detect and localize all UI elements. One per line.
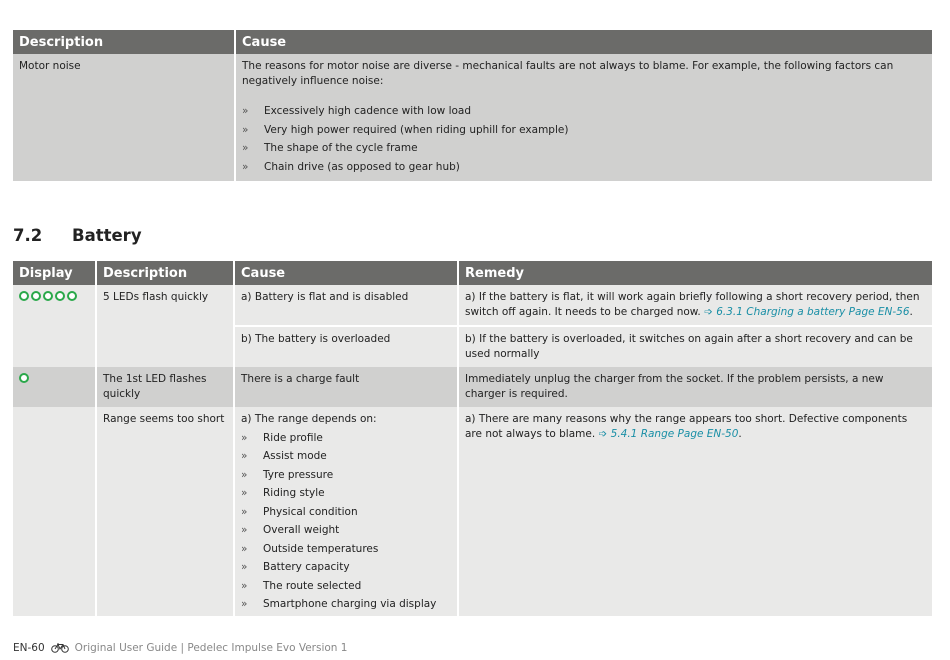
five-led-icons — [19, 291, 89, 301]
list-item: » Chain drive (as opposed to gear hub) — [242, 160, 926, 175]
display-cell — [13, 285, 96, 367]
list-item: » Battery capacity — [241, 560, 451, 575]
list-item: » The route selected — [241, 579, 451, 594]
cause-intro: a) The range depends on: — [241, 413, 377, 425]
section-heading — [13, 226, 142, 245]
list-item: » Tyre pressure — [241, 468, 451, 483]
description-cell: The 1st LED flashes quickly — [96, 367, 234, 407]
table-row — [13, 407, 932, 616]
list-item: » Overall weight — [241, 523, 451, 538]
list-item: » Assist mode — [241, 449, 451, 464]
led-icon — [31, 291, 41, 301]
led-icon — [67, 291, 77, 301]
remedy-end: . — [909, 306, 913, 318]
motor-table — [13, 30, 932, 181]
section-number: 7.2 — [13, 226, 43, 245]
single-led-icon — [19, 373, 89, 383]
remedy-text: a) If the battery is flat, it will work again briefly following a short recovery period, then switch off again. It needs to be charged now. — [465, 291, 920, 318]
remedy-cell: Immediately unplug the charger from the socket. If the problem persists, a new charger is required. — [458, 367, 932, 407]
led-icon — [55, 291, 65, 301]
display-cell — [13, 407, 96, 616]
table-row — [13, 285, 932, 326]
table-row — [13, 54, 932, 181]
list-item: » Very high power required (when riding uphill for example) — [242, 123, 926, 138]
led-icon — [19, 373, 29, 383]
header-description: Description — [13, 30, 235, 54]
table-row — [13, 367, 932, 407]
bicycle-icon — [51, 643, 69, 653]
list-item: » The shape of the cycle frame — [242, 141, 926, 156]
cause-cell: b) The battery is overloaded — [234, 326, 458, 367]
battery-table — [13, 261, 932, 616]
motor-cause-list — [242, 104, 926, 175]
list-item: » Riding style — [241, 486, 451, 501]
remedy-cell — [458, 285, 932, 326]
page-number: EN-60 — [13, 642, 45, 654]
display-cell — [13, 367, 96, 407]
list-item: » Excessively high cadence with low load — [242, 104, 926, 119]
motor-cause-intro: The reasons for motor noise are diverse - mechanical faults are not always to blame. For example, the following factors can negatively influence noise: — [242, 60, 894, 87]
list-item: » Smartphone charging via display — [241, 597, 451, 612]
range-factor-list — [241, 431, 451, 613]
led-icon — [43, 291, 53, 301]
section-title: Battery — [72, 226, 142, 245]
cause-cell — [234, 407, 458, 616]
motor-description: Motor noise — [13, 54, 235, 181]
list-item: » Physical condition — [241, 505, 451, 520]
description-cell: Range seems too short — [96, 407, 234, 616]
motor-cause — [235, 54, 932, 181]
header-display: Display — [13, 261, 96, 285]
cause-cell: There is a charge fault — [234, 367, 458, 407]
remedy-cell: b) If the battery is overloaded, it switches on again after a short recovery and can be used normally — [458, 326, 932, 367]
footer-text: Original User Guide | Pedelec Impulse Evo Version 1 — [74, 642, 348, 654]
battery-table-header — [13, 261, 932, 285]
motor-table-header — [13, 30, 932, 54]
led-icon — [19, 291, 29, 301]
remedy-end: . — [738, 428, 742, 440]
remedy-text: a) There are many reasons why the range appears too short. Defective components are not always to blame. — [465, 413, 908, 440]
header-description: Description — [96, 261, 234, 285]
page-link[interactable]: ➩ 6.3.1 Charging a battery Page EN-56 — [704, 306, 910, 318]
header-cause: Cause — [235, 30, 932, 54]
list-item: » Outside temperatures — [241, 542, 451, 557]
remedy-cell — [458, 407, 932, 616]
header-cause: Cause — [234, 261, 458, 285]
list-item: » Ride profile — [241, 431, 451, 446]
description-cell: 5 LEDs flash quickly — [96, 285, 234, 367]
page-footer — [13, 642, 347, 654]
cause-cell: a) Battery is flat and is disabled — [234, 285, 458, 326]
page-link[interactable]: ➩ 5.4.1 Range Page EN-50 — [598, 428, 739, 440]
header-remedy: Remedy — [458, 261, 932, 285]
